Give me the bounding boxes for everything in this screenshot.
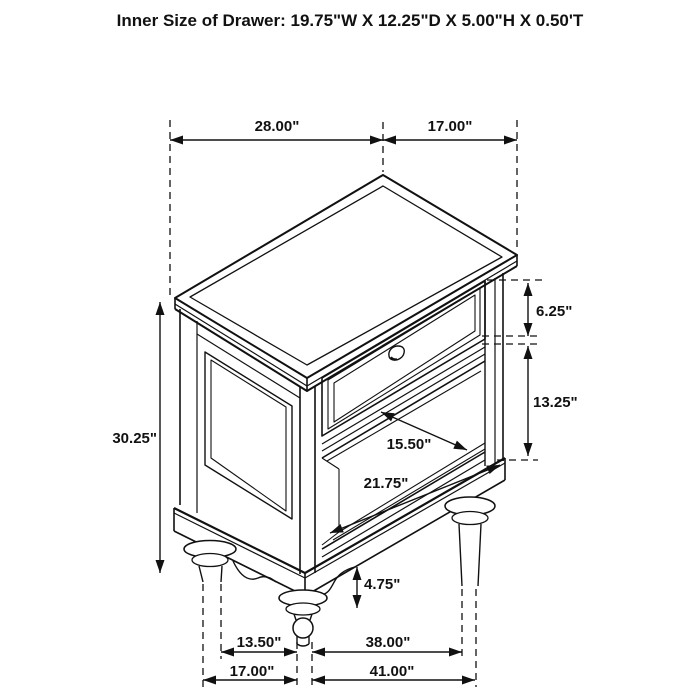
dim-label-leg-spacing-side: 13.50" <box>236 634 282 651</box>
page-title: Inner Size of Drawer: 19.75"W X 12.25"D X 5.00"H X 0.50'T <box>116 11 584 30</box>
right-corner-post <box>485 273 503 466</box>
front-leg <box>279 590 327 646</box>
dim-label-overall-width: 41.00" <box>369 663 415 680</box>
open-shelf <box>322 371 485 557</box>
dim-label-shelf-depth: 15.50" <box>386 436 432 453</box>
drawer-front <box>322 281 485 436</box>
dim-shelf-depth <box>381 412 467 453</box>
dim-shelf-opening-height <box>524 346 578 456</box>
left-leg <box>184 541 236 583</box>
dim-overall-height <box>112 302 164 573</box>
dim-label-overall-height: 30.25" <box>112 430 157 447</box>
left-side-panel <box>180 309 300 519</box>
nightstand-drawing <box>174 175 517 646</box>
dim-leg-span-front <box>312 634 462 657</box>
dim-overall-depth <box>203 663 297 685</box>
dim-top-width <box>170 118 383 145</box>
right-leg <box>445 497 495 586</box>
dim-label-drawer-height: 6.25" <box>536 303 573 320</box>
dim-drawer-height <box>524 283 573 336</box>
dim-top-depth <box>383 118 517 145</box>
dim-label-shelf-width: 21.75" <box>363 475 409 492</box>
dim-leg-spacing-side <box>221 634 297 657</box>
dim-overall-width <box>312 663 475 685</box>
dim-leg-height <box>353 567 401 608</box>
dim-label-top-depth: 17.00" <box>427 118 473 135</box>
dim-label-top-width: 28.00" <box>254 118 300 135</box>
dim-label-leg-span-front: 38.00" <box>365 634 411 651</box>
dim-label-overall-depth: 17.00" <box>229 663 275 680</box>
front-corner-post <box>300 386 315 574</box>
dim-label-leg-height: 4.75" <box>364 576 401 593</box>
apron-scallop-right <box>324 567 355 594</box>
dim-label-shelf-opening-height: 13.25" <box>533 394 578 411</box>
dimension-annotations <box>112 118 577 685</box>
